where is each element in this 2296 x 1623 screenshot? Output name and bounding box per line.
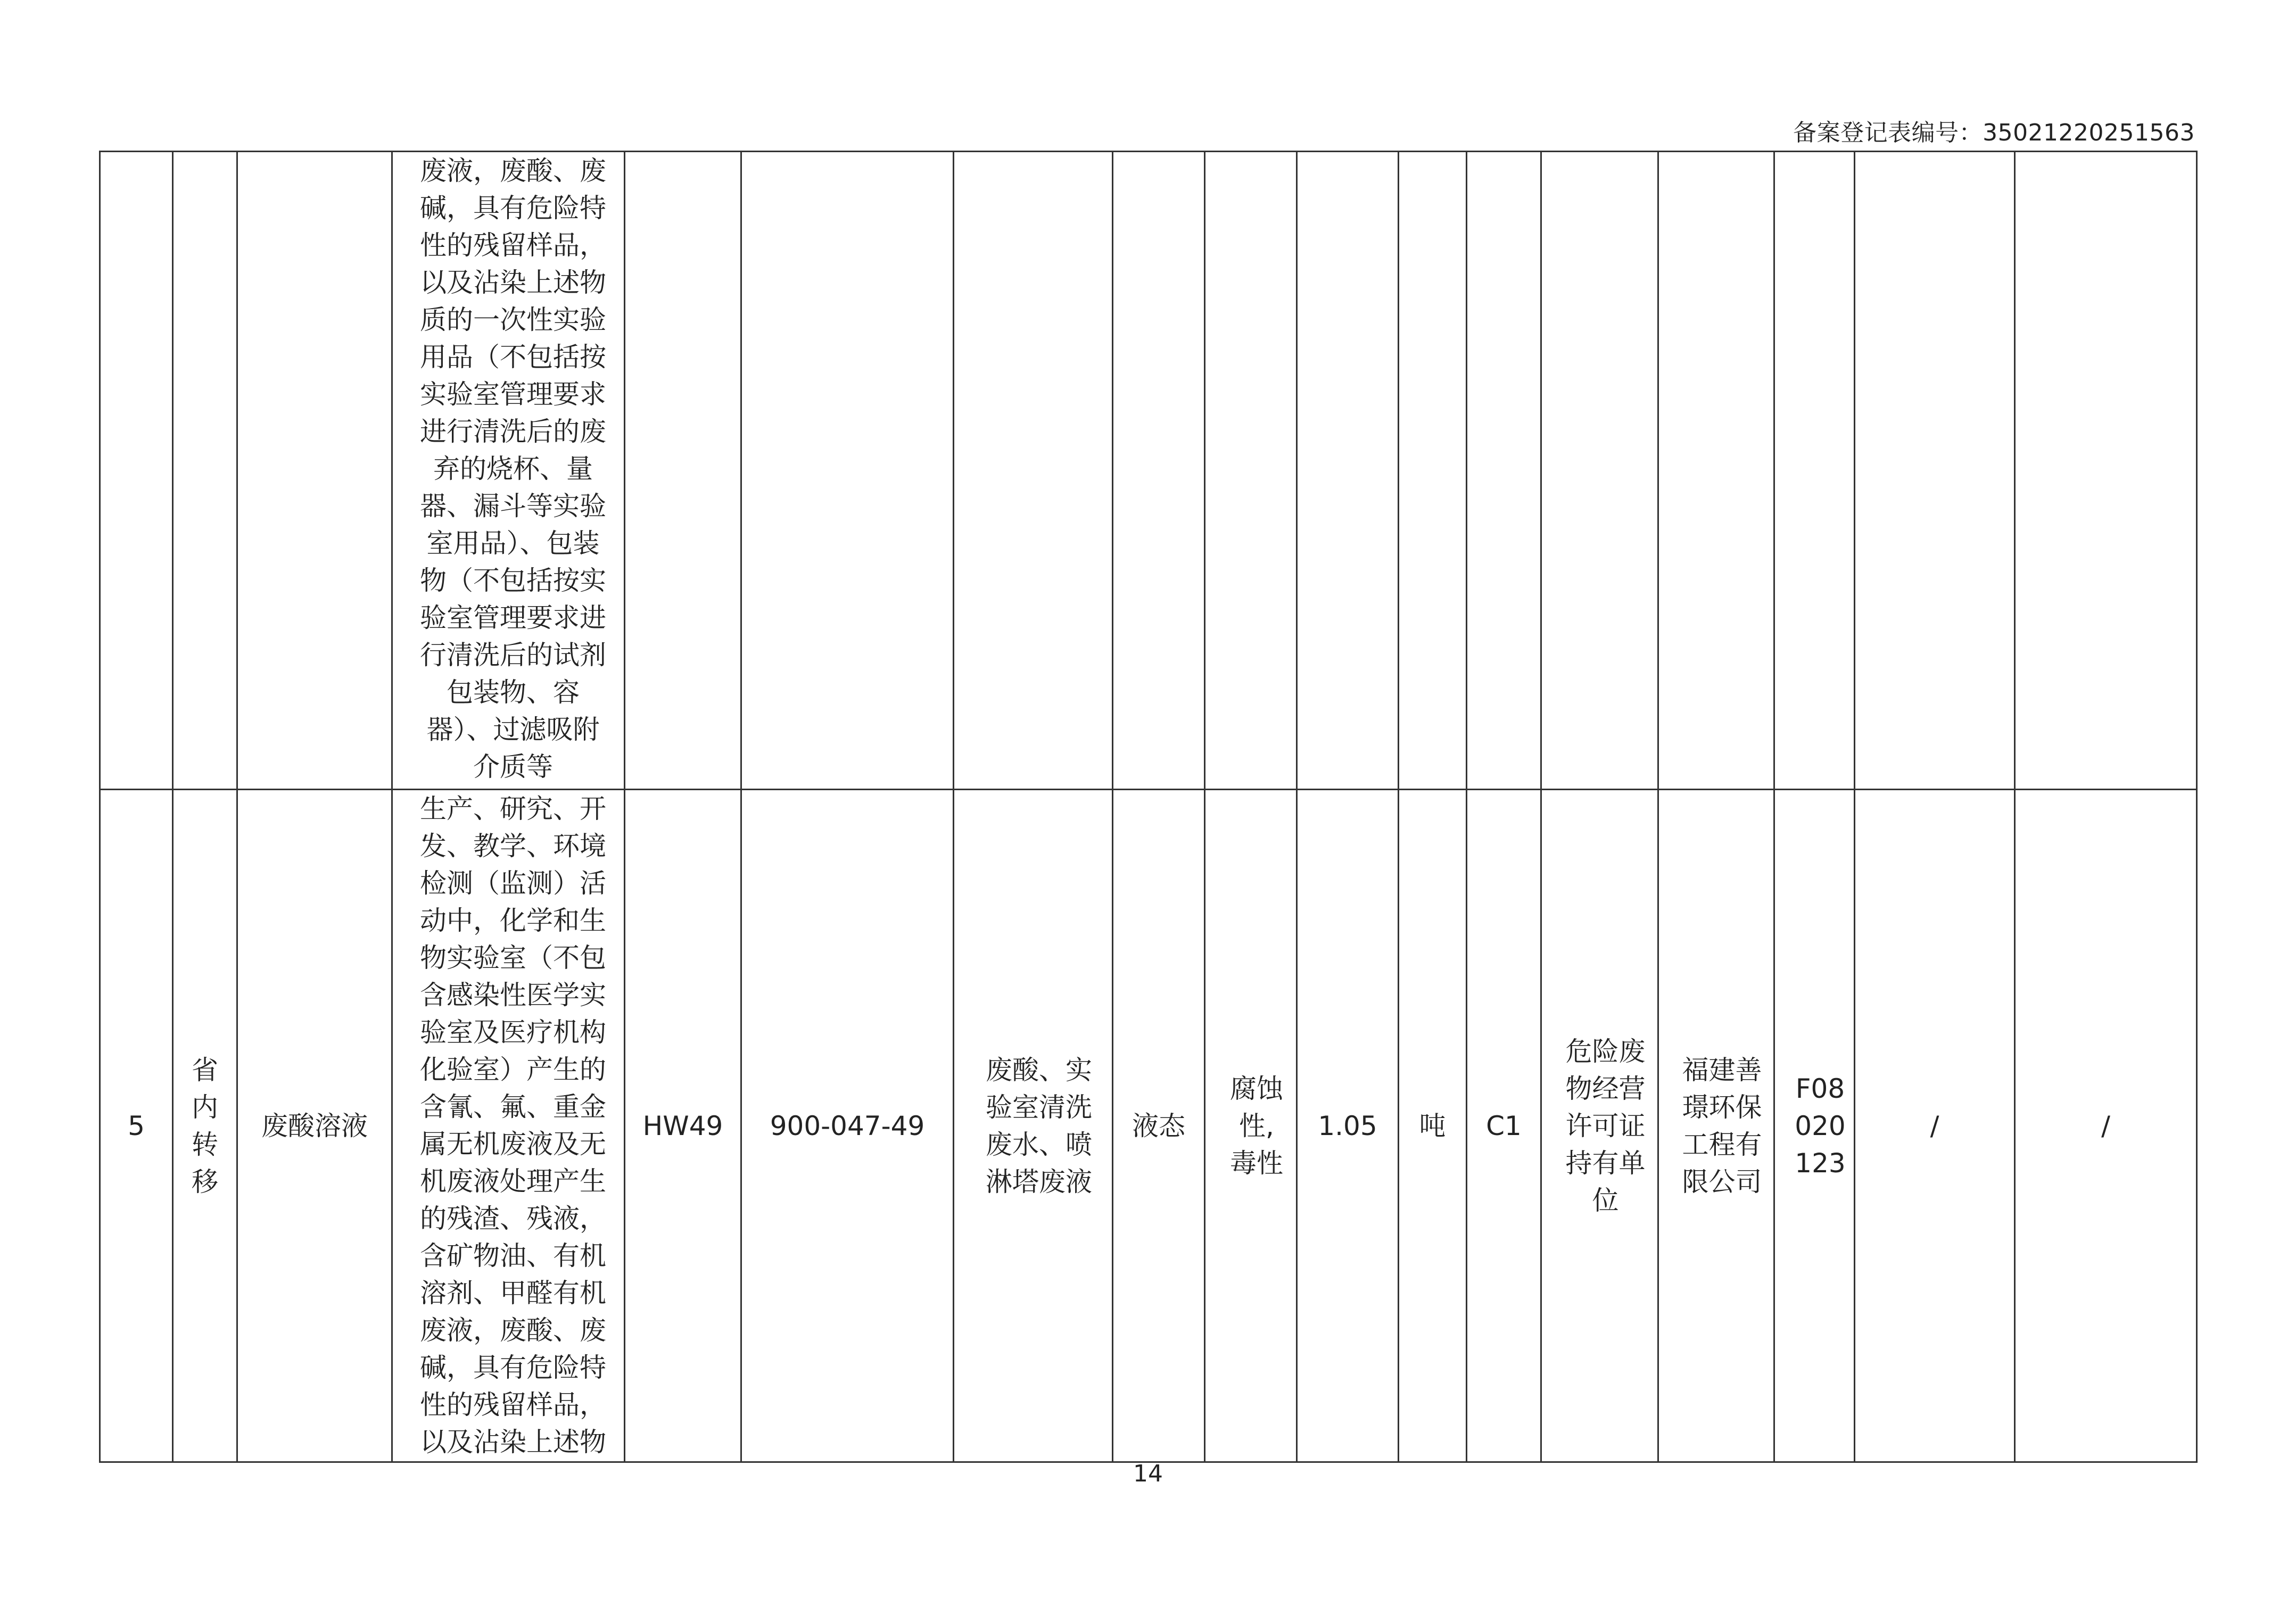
cell-receiver-name [1658, 152, 1774, 790]
cell-license: F08 020 123 [1774, 790, 1855, 1462]
cell-col15 [1855, 152, 2015, 790]
cell-method: C1 [1467, 790, 1541, 1462]
cell-source: 废酸、实 验室清洗 废水、喷 淋塔废液 [954, 790, 1113, 1462]
cell-index [100, 152, 173, 790]
cell-code: 900-047-49 [741, 790, 954, 1462]
cell-hazard [1205, 152, 1297, 790]
waste-transfer-table [99, 151, 2198, 1463]
cell-receiver-type [1541, 152, 1658, 790]
cell-index: 5 [100, 790, 173, 1462]
cell-license [1774, 152, 1855, 790]
cell-form: 液态 [1113, 790, 1205, 1462]
page-number: 14 [1133, 1460, 1163, 1487]
cell-code [741, 152, 954, 790]
cell-receiver-name: 福建善 璟环保 工程有 限公司 [1658, 790, 1774, 1462]
cell-category [625, 152, 741, 790]
table-row-5 [100, 790, 2197, 1462]
cell-description: 废液，废酸、废 碱，具有危险特 性的残留样品， 以及沾染上述物 质的一次性实验 用品（不包括按 实验室管理要求 进行清洗后的废 弃的烧杯、量 器、漏斗等实验 室用品）、包装 物（不包括按实 验室管理要求进 行清洗后的试剂 包装物、容 器）、过滤吸附 介质等 [392, 152, 625, 790]
cell-unit [1399, 152, 1467, 790]
cell-col15: / [1855, 790, 2015, 1462]
cell-description: 生产、研究、开 发、教学、环境 检测（监测）活 动中，化学和生 物实验室（不包 含感染性医学实 验室及医疗机构 化验室）产生的 含氰、氟、重金 属无机废液及无 机废液处理产生 的残渣、残液， 含矿物油、有机 溶剂、甲醛有机 废液，废酸、废 碱，具有危险特 性的残留样品， 以及沾染上述物 [392, 790, 625, 1462]
cell-transfer-type: 省 内 转 移 [173, 790, 237, 1462]
cell-quantity: 1.05 [1297, 790, 1399, 1462]
cell-hazard: 腐蚀 性, 毒性 [1205, 790, 1297, 1462]
cell-category: HW49 [625, 790, 741, 1462]
cell-method [1467, 152, 1541, 790]
cell-quantity [1297, 152, 1399, 790]
registration-label: 备案登记表编号： [1793, 119, 1983, 146]
cell-source [954, 152, 1113, 790]
table-row-continued [100, 152, 2197, 790]
cell-form [1113, 152, 1205, 790]
cell-receiver-type: 危险废 物经营 许可证 持有单 位 [1541, 790, 1658, 1462]
cell-col16 [2015, 152, 2197, 790]
registration-number: 35021220251563 [1983, 119, 2195, 146]
cell-unit: 吨 [1399, 790, 1467, 1462]
registration-number-line [1793, 113, 2195, 147]
cell-waste-name [237, 152, 392, 790]
cell-waste-name: 废酸溶液 [237, 790, 392, 1462]
cell-transfer-type [173, 152, 237, 790]
cell-col16: / [2015, 790, 2197, 1462]
